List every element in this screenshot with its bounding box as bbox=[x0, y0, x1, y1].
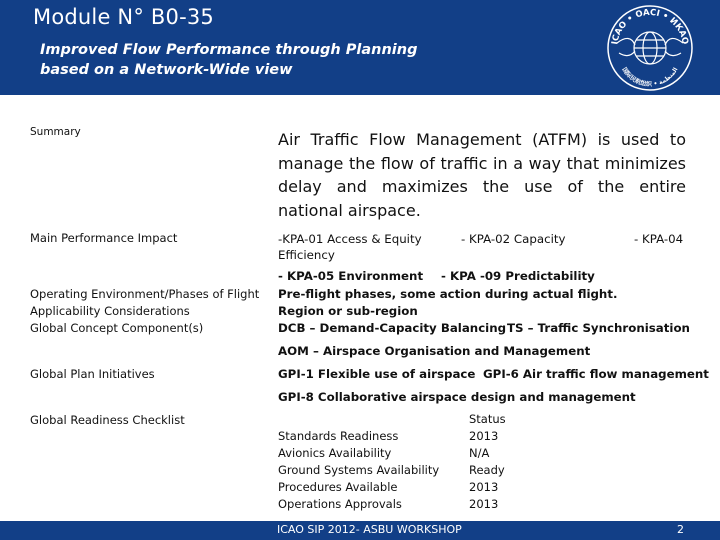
concept-dcb: DCB – Demand-Capacity Balancing bbox=[278, 321, 507, 335]
footer-text: ICAO SIP 2012- ASBU WORKSHOP bbox=[277, 523, 462, 536]
status-value: 2013 bbox=[469, 497, 499, 511]
checklist-status-column bbox=[469, 411, 529, 513]
kpa-01: -KPA-01 Access & Equity bbox=[278, 232, 422, 246]
gpi-1: GPI-1 Flexible use of airspace bbox=[278, 367, 476, 381]
gpi-label: Global Plan Initiatives bbox=[30, 367, 155, 381]
footer-bar bbox=[0, 521, 720, 540]
operating-label: Operating Environment/Phases of Flight bbox=[30, 287, 260, 301]
impact-label: Main Performance Impact bbox=[30, 231, 178, 245]
status-value: Ready bbox=[469, 463, 505, 477]
header-bar bbox=[0, 0, 720, 95]
gpi-8: GPI-8 Collaborative airspace design and management bbox=[278, 390, 636, 404]
checklist-item: Procedures Available bbox=[278, 480, 398, 494]
status-value: N/A bbox=[469, 446, 490, 460]
svg-text:国际民航组织 • المنظمة: 国际民航组织 • المنظمة bbox=[620, 66, 680, 89]
svg-text:ICAO • OACI • ИКАО: ICAO • OACI • ИКАО bbox=[610, 7, 690, 46]
subtitle-line-2: based on a Network-Wide view bbox=[40, 62, 293, 78]
gpi-6: GPI-6 Air traffic flow management bbox=[483, 367, 709, 381]
summary-text: Air Traffic Flow Management (ATFM) is used to manage the flow of traffic in a way that minimizes delay and maximizes the use of the entire national airspace. bbox=[278, 130, 686, 220]
checklist-item: Operations Approvals bbox=[278, 497, 402, 511]
kpa-09: - KPA -09 Predictability bbox=[441, 269, 595, 283]
page-number: 2 bbox=[677, 523, 684, 536]
applicability-label: Applicability Considerations bbox=[30, 304, 190, 318]
checklist-item: Avionics Availability bbox=[278, 446, 392, 460]
page-title: Module N° B0-35 bbox=[33, 5, 214, 29]
concept-label: Global Concept Component(s) bbox=[30, 321, 204, 335]
kpa-05: - KPA-05 Environment bbox=[278, 269, 424, 283]
checklist-item: Standards Readiness bbox=[278, 429, 399, 443]
checklist-item: Ground Systems Availability bbox=[278, 463, 440, 477]
icao-logo bbox=[605, 3, 695, 93]
kpa-02: - KPA-02 Capacity bbox=[461, 232, 566, 246]
kpa-01-line2: Efficiency bbox=[278, 248, 335, 262]
status-header: Status bbox=[469, 412, 506, 426]
status-value: 2013 bbox=[469, 429, 499, 443]
kpa-04: - KPA-04 bbox=[634, 232, 684, 246]
checklist-label: Global Readiness Checklist bbox=[30, 413, 185, 427]
status-value: 2013 bbox=[469, 480, 499, 494]
concept-ts: TS – Traffic Synchronisation bbox=[507, 321, 690, 335]
concept-aom: AOM – Airspace Organisation and Management bbox=[278, 344, 591, 358]
operating-value: Pre-flight phases, some action during actual flight. bbox=[278, 287, 618, 301]
applicability-value: Region or sub-region bbox=[278, 304, 418, 318]
summary-label: Summary bbox=[30, 126, 81, 138]
subtitle-line-1: Improved Flow Performance through Planning bbox=[40, 42, 418, 58]
page-subtitle bbox=[40, 40, 417, 80]
checklist-items-column bbox=[278, 428, 453, 513]
